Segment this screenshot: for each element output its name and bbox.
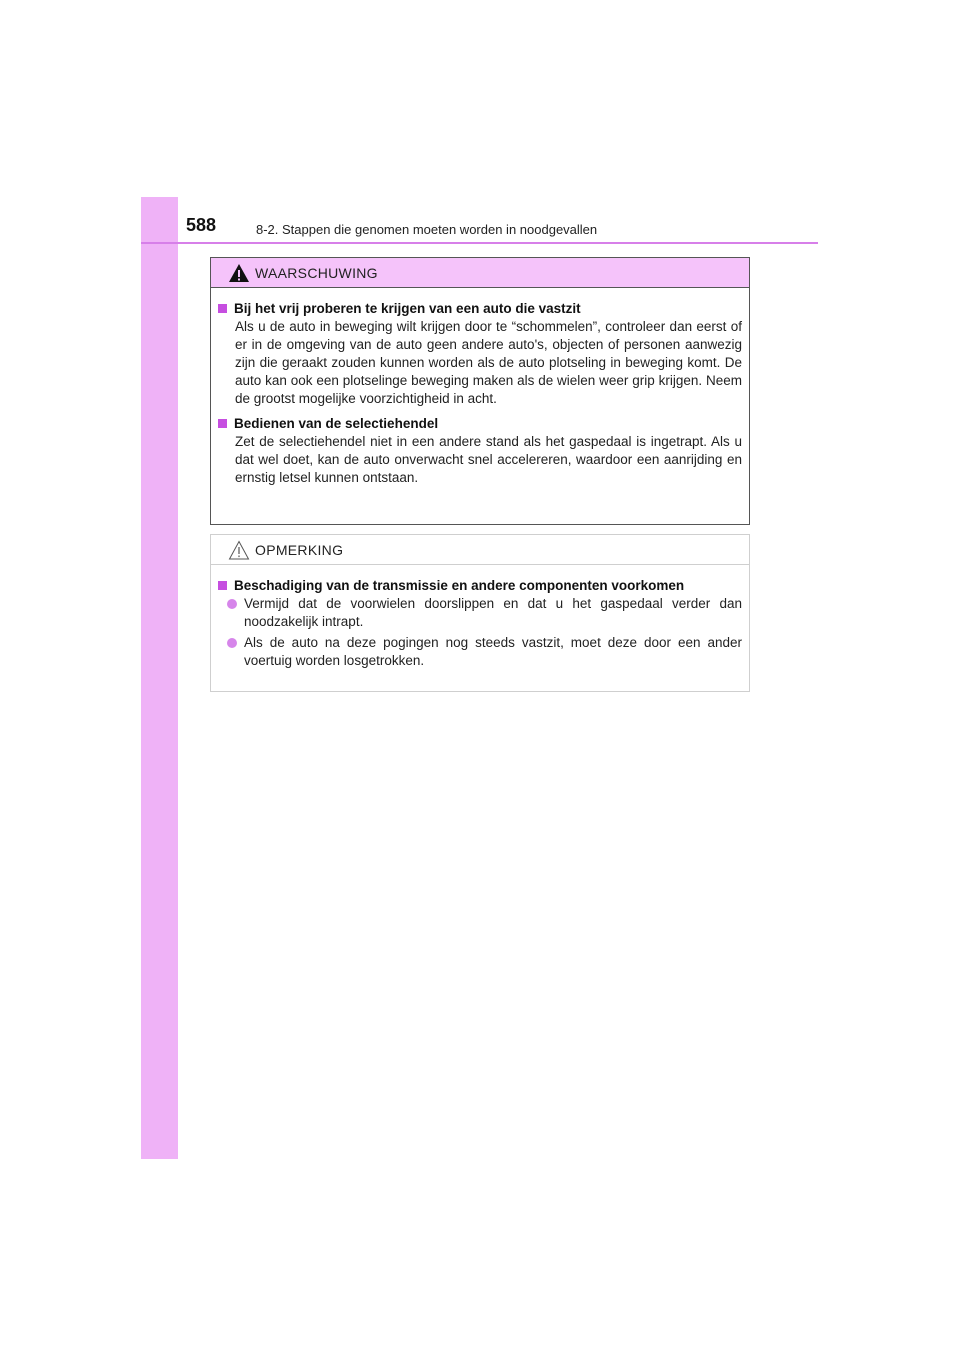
warning-box: [210, 257, 750, 525]
section-heading: Bedienen van de selectiehendel: [234, 416, 439, 431]
square-bullet-icon: [218, 581, 227, 590]
page-number: 588: [186, 215, 217, 235]
dot-bullet-icon: [227, 599, 237, 609]
warning-section: [218, 415, 742, 487]
notice-box: [210, 534, 750, 692]
warning-title: WAARSCHUWING: [255, 265, 378, 281]
notice-body: [211, 565, 749, 670]
warning-header: [211, 258, 749, 288]
square-bullet-icon: [218, 419, 227, 428]
list-item: [227, 634, 742, 670]
warning-filled-triangle-icon: [228, 263, 250, 283]
section-heading: Bij het vrij proberen te krijgen van een auto die vastzit: [234, 301, 581, 316]
warning-section: [218, 300, 742, 408]
warning-outline-triangle-icon: [228, 540, 250, 560]
warning-body: [211, 288, 749, 487]
list-item: [227, 595, 742, 631]
notice-header: [211, 535, 749, 565]
list-item-text: Vermijd dat de voorwielen doorslippen en dat u het gaspedaal verder dan noodzakelijk intrapt.: [244, 596, 742, 629]
section-text: Als u de auto in beweging wilt krijgen door te “schommelen”, controleer dan eerst of er in de omgeving van de auto geen andere auto's, objecten of personen aanwezig zijn die geraakt zouden kunnen worden als de auto plotseling in beweging komt. De auto kan ook een plotselinge beweging maken als de wielen weer grip krijgen. Neem de grootst mogelijke voorzichtigheid in acht.: [235, 319, 742, 406]
notice-section: [218, 577, 742, 670]
header-rule: [141, 242, 818, 244]
square-bullet-icon: [218, 304, 227, 313]
section-heading: Beschadiging van de transmissie en andere componenten voorkomen: [234, 578, 685, 593]
section-text: Zet de selectiehendel niet in een andere stand als het gaspedaal is ingetrapt. Als u dat wel doet, kan de auto onverwacht snel accelereren, waardoor een aanrijding en ernstig letsel kunnen ontstaan.: [235, 434, 742, 485]
page-header: [141, 197, 818, 244]
side-tab-band: [141, 197, 178, 1159]
notice-title: OPMERKING: [255, 542, 344, 558]
list-item-text: Als de auto na deze pogingen nog steeds vastzit, moet deze door een ander voertuig worden losgetrokken.: [244, 635, 742, 668]
dot-bullet-icon: [227, 638, 237, 648]
chapter-title: 8-2. Stappen die genomen moeten worden in noodgevallen: [256, 222, 598, 237]
